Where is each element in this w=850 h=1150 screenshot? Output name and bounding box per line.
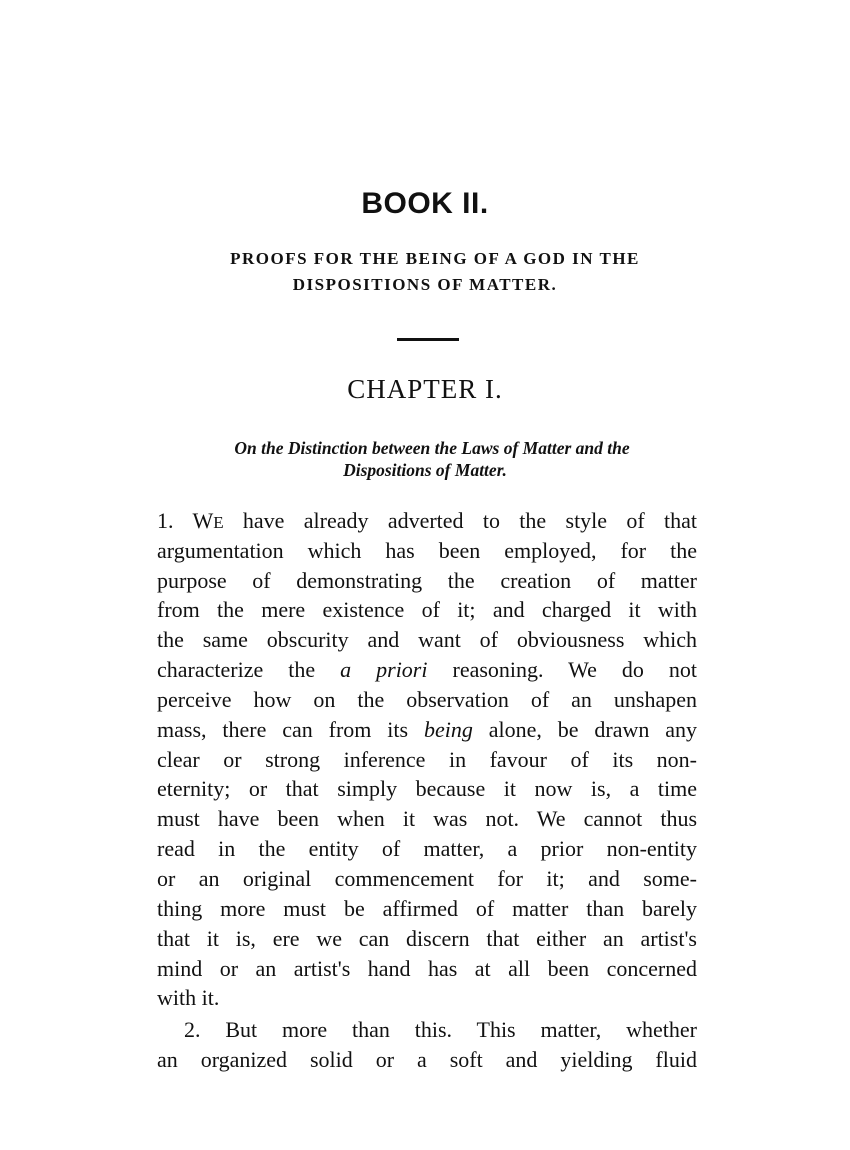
paragraph-line: the same obscurity and want of obviousness which — [157, 627, 697, 652]
chapter-subtitle-line-2: Dispositions of Matter. — [343, 460, 507, 480]
paragraph-line: argumentation which has been employed, for the — [157, 538, 697, 563]
paragraph-line-text: alone, be drawn any — [488, 717, 698, 742]
paragraph-line: with it. — [157, 985, 220, 1010]
paragraph-line: thing more must be affirmed of matter than barely — [157, 896, 697, 921]
paragraph-line-text: characterize the — [157, 657, 316, 682]
chapter-title: CHAPTER I. — [347, 374, 503, 404]
book-title: BOOK II. — [361, 187, 489, 220]
section-divider-rule — [397, 338, 459, 341]
chapter-subtitle-line-1: On the Distinction between the Laws of Matter and the — [234, 438, 630, 458]
paragraph-line — [157, 655, 697, 685]
italic-word: being — [423, 717, 473, 742]
paragraph-line: or an original commencement for it; and some- — [157, 866, 697, 891]
paragraph-line: must have been when it was not. We cannot thus — [157, 806, 697, 831]
paragraph-line: clear or strong inference in favour of its non- — [157, 747, 697, 772]
book-subtitle-line-2: DISPOSITIONS OF MATTER. — [292, 275, 558, 294]
paragraph-line: an organized solid or a soft and yielding fluid — [157, 1047, 697, 1072]
paragraph-line: perceive how on the observation of an unshapen — [157, 687, 697, 712]
italic-phrase: a priori — [340, 657, 428, 682]
paragraph-line: mind or an artist's hand has at all been concerned — [157, 956, 697, 981]
paragraph-opening-word: WE — [192, 508, 224, 533]
paragraph-line-text: have already adverted to the style of that — [242, 508, 698, 533]
paragraph-line: from the mere existence of it; and charged it with — [157, 597, 697, 622]
paragraph-line: that it is, ere we can discern that either an artist's — [157, 926, 697, 951]
paragraph-number: 1. — [157, 508, 174, 533]
paragraph-line: 2. But more than this. This matter, whether — [184, 1017, 697, 1042]
paragraph-line — [157, 506, 697, 538]
paragraph-line-text: reasoning. We do not — [452, 657, 698, 682]
paragraph-line: purpose of demonstrating the creation of matter — [157, 568, 697, 593]
paragraph-line-text: mass, there can from its — [157, 717, 409, 742]
paragraph-line: read in the entity of matter, a prior non-entity — [157, 836, 697, 861]
book-subtitle-line-1: PROOFS FOR THE BEING OF A GOD IN THE — [230, 249, 640, 268]
paragraph-line: eternity; or that simply because it now is, a time — [157, 776, 697, 801]
paragraph-line — [157, 715, 697, 745]
